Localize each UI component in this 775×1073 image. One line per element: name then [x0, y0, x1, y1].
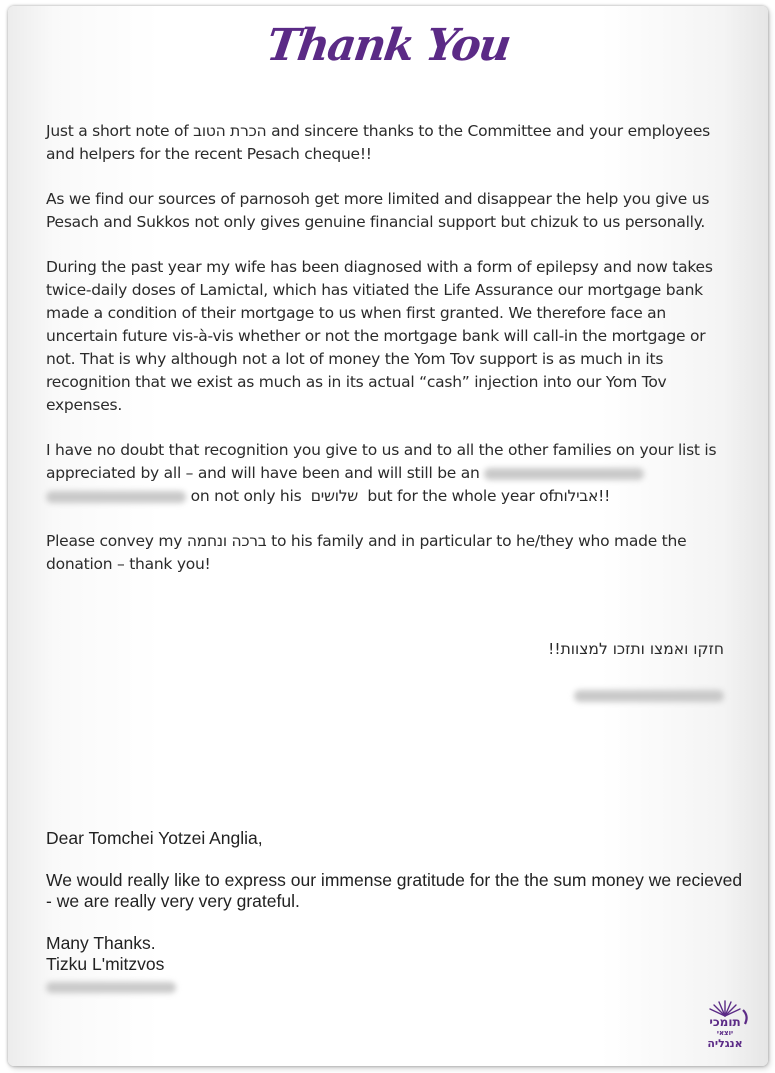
response-note: [46, 828, 746, 993]
letter-paragraph-5: Please convey my ברכה ונחמה to his family and in particular to he/they who made the donation – thank you!: [46, 532, 687, 573]
letter-page: [8, 6, 768, 1066]
response-greeting: Dear Tomchei Yotzei Anglia,: [46, 828, 263, 848]
organization-logo: [694, 996, 756, 1054]
hebrew-word: אבילות: [553, 487, 599, 505]
logo-line-2: יוצאי: [716, 1029, 734, 1037]
letter-paragraph-2: As we find our sources of parnosoh get more limited and disappear the help you give us Pesach and Sukkos not only gives genuine financial support but chizuk to us personally.: [46, 190, 710, 231]
hebrew-word: שלושים: [310, 487, 359, 505]
redacted-name: [484, 468, 644, 480]
logo-line-1: תומכי: [709, 1015, 741, 1029]
response-thanks: Many Thanks.: [46, 933, 156, 953]
hebrew-phrase: ברכה ונחמה: [186, 532, 267, 550]
hebrew-closing: חזקו ואמצו ותזכו למצוות!!: [548, 640, 724, 658]
thank-you-title: Thank You: [263, 20, 513, 71]
letter-body: [46, 120, 736, 598]
letter-paragraph-1: Just a short note of הכרת הטוב and sincere thanks to the Committee and your employees and helpers for the recent Pesach cheque!!: [46, 122, 710, 163]
letter-paragraph-3: During the past year my wife has been diagnosed with a form of epilepsy and now takes twice-daily doses of Lamictal, which has vitiated the Life Assurance our mortgage bank made a condition of their mortgage to us when first granted. We therefore face an uncertain future vis-à-vis whether or not the mortgage bank will call-in the mortgage or not. That is why although not a lot of money the Yom Tov support is as much in its recognition that we exist as much as in its actual “cash” injection into our Yom Tov expenses.: [46, 258, 713, 414]
logo-line-3: אנגליה: [707, 1037, 743, 1050]
response-signoff: Tizku L'mitzvos: [46, 954, 165, 974]
redacted-name: [46, 491, 186, 503]
letter-paragraph-4: I have no doubt that recognition you give to us and to all the other families on your list is appreciated by all – and will have been and will still be an on not only his שלושים but for the whole year ofאבילות!!: [46, 441, 717, 505]
redacted-signature: [46, 982, 176, 993]
hebrew-phrase: הכרת הטוב: [193, 122, 267, 140]
redacted-signature: [574, 690, 724, 702]
response-body: We would really like to express our immense gratitude for the the sum money we recieved - we are really very very grateful.: [46, 870, 743, 911]
